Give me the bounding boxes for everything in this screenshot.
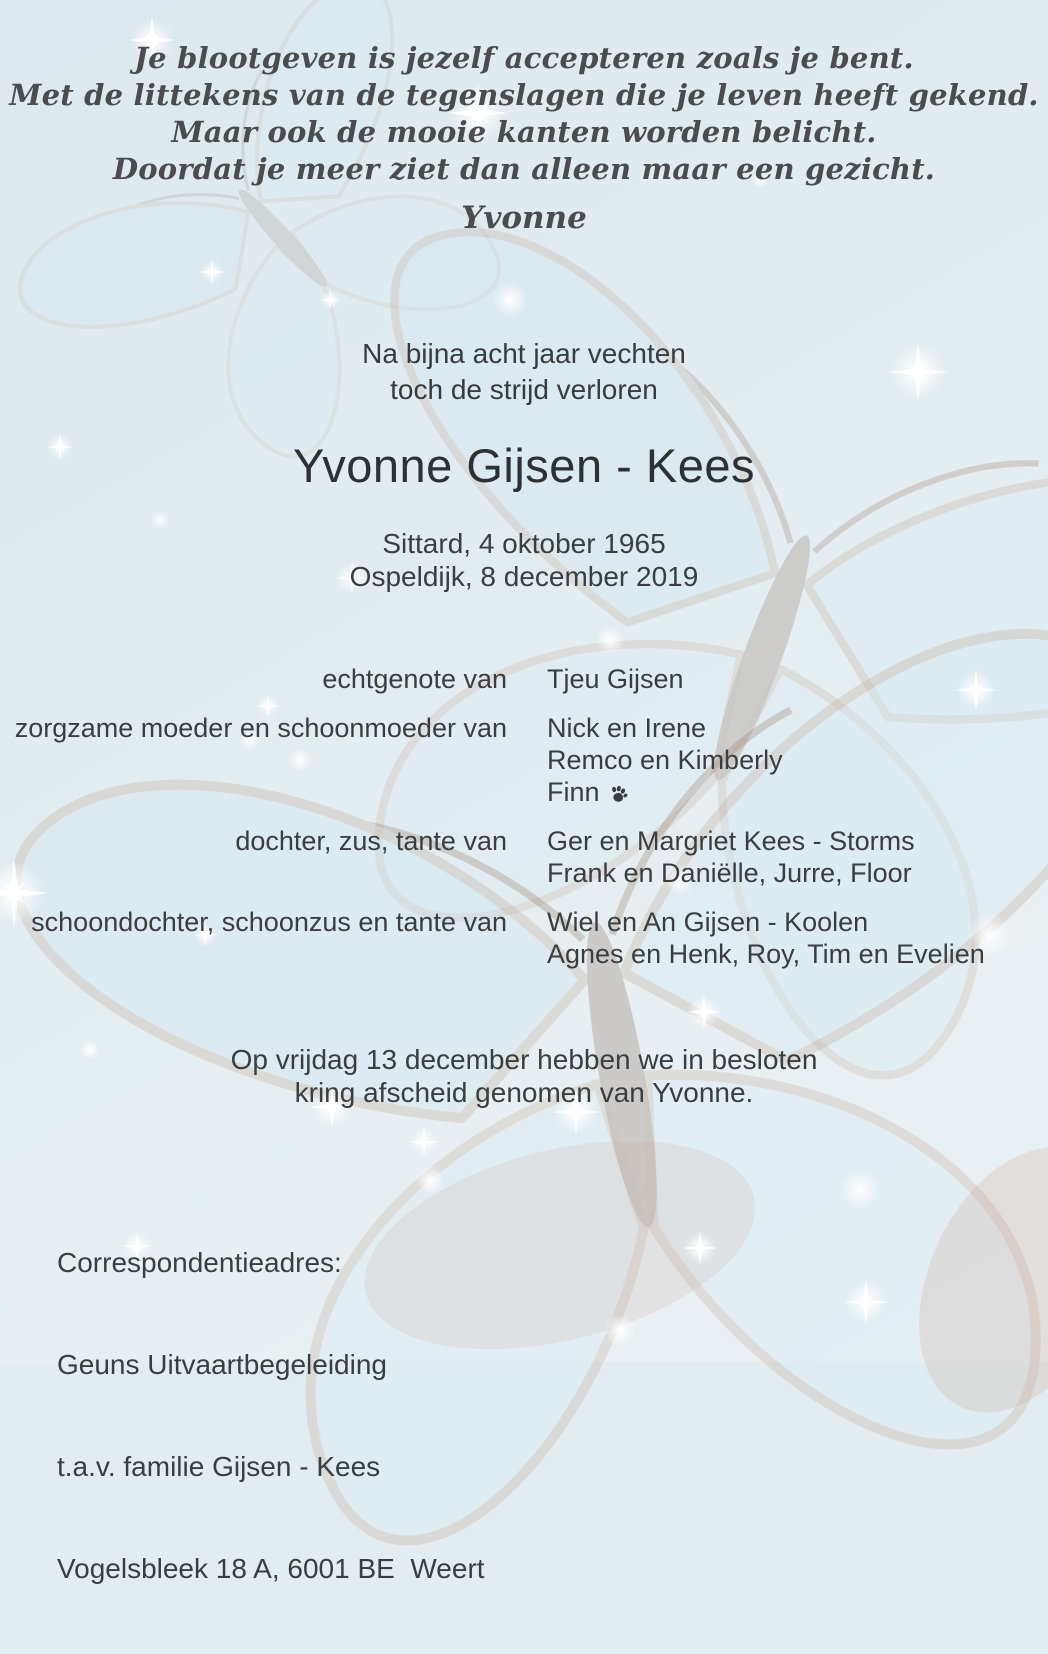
farewell-line: kring afscheid genomen van Yvonne.: [294, 1077, 754, 1108]
poem-line: Met de littekens van de tegenslagen die je leven heeft gekend.: [9, 78, 1039, 112]
relation-label: schoondochter, schoonzus en tante van: [31, 907, 507, 937]
pet-name: Finn: [547, 777, 600, 807]
poem-signature: Yvonne: [461, 200, 587, 236]
relation-names: [547, 663, 1048, 695]
intro-line: toch de strijd verloren: [390, 374, 658, 405]
family-name-line: Ger en Margriet Kees - Storms: [547, 826, 915, 856]
family-name-line: Remco en Kimberly: [547, 745, 783, 775]
intro-text: [0, 336, 1048, 408]
poem-line: Maar ook de mooie kanten worden belicht.: [171, 115, 877, 149]
relation-names: [547, 906, 1048, 970]
correspondence-address: [57, 1178, 485, 1654]
relation-label: dochter, zus, tante van: [235, 826, 507, 856]
deceased-name: Yvonne Gijsen - Kees: [293, 439, 755, 492]
relation-names: [547, 825, 1048, 889]
address-line: t.a.v. familie Gijsen - Kees: [57, 1451, 381, 1482]
death-place-date: Ospeldijk, 8 december 2019: [349, 561, 699, 592]
poem-line: Doordat je meer ziet dan alleen maar een gezicht.: [112, 152, 936, 186]
family-name-line: Agnes en Henk, Roy, Tim en Evelien: [547, 939, 985, 969]
relation-label: echtgenote van: [322, 664, 507, 694]
opening-poem: [0, 40, 1048, 188]
address-line: Correspondentieadres:: [57, 1247, 342, 1278]
poem-line: Je blootgeven is jezelf accepteren zoals je bent.: [134, 41, 914, 75]
family-name-line: Frank en Daniëlle, Jurre, Floor: [547, 858, 912, 888]
birth-place-date: Sittard, 4 oktober 1965: [382, 528, 666, 559]
family-name-line: Nick en Irene: [547, 713, 707, 743]
family-relations: [0, 663, 1048, 970]
address-line: Vogelsbleek 18 A, 6001 BE Weert: [57, 1553, 485, 1584]
life-dates: [0, 527, 1048, 593]
family-name-line: Wiel en An Gijsen - Koolen: [547, 907, 869, 937]
relation-label: zorgzame moeder en schoonmoeder van: [14, 713, 507, 743]
farewell-line: Op vrijdag 13 december hebben we in besloten: [230, 1044, 818, 1075]
farewell-text: [0, 1043, 1048, 1109]
address-line: Geuns Uitvaartbegeleiding: [57, 1349, 387, 1380]
family-name-line: Tjeu Gijsen: [547, 664, 684, 694]
relation-names: [547, 712, 1048, 808]
family-name-line: [547, 776, 1048, 808]
paw-icon: [608, 783, 629, 804]
intro-line: Na bijna acht jaar vechten: [362, 338, 686, 369]
